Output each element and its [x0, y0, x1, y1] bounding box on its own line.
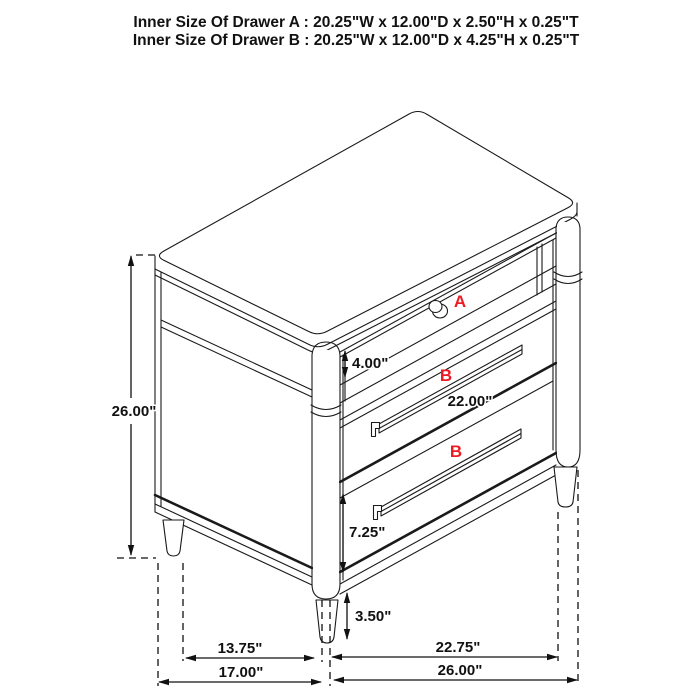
width-inner-label: 22.75" — [435, 639, 481, 656]
nightstand-drawing — [155, 111, 582, 643]
drawer-b-height-label: 7.25" — [349, 524, 386, 541]
drawer-a-knob-icon — [429, 301, 448, 319]
front-right-leg — [554, 467, 577, 507]
drawer-b2-letter: B — [449, 442, 463, 461]
title-line-drawer-a: Inner Size Of Drawer A : 20.25"W x 12.00"D x 2.50"H x 0.25"T — [133, 14, 579, 31]
dim-drawer-a-height — [342, 350, 389, 378]
back-left-leg — [163, 520, 184, 556]
dim-depth-inner — [185, 640, 315, 661]
top-surface — [155, 111, 577, 352]
handle-length-label: 22.00" — [447, 393, 493, 410]
dim-width-inner — [331, 639, 558, 660]
front-right-post — [554, 217, 582, 467]
dim-overall-height — [112, 255, 157, 556]
front-left-post — [311, 342, 341, 599]
depth-inner-label: 13.75" — [217, 640, 263, 657]
title-line-drawer-b: Inner Size Of Drawer B : 20.25"W x 12.00"D x 4.25"H x 0.25"T — [132, 32, 580, 49]
depth-overall-label: 17.00" — [218, 664, 264, 681]
width-overall-label: 26.00" — [437, 662, 483, 679]
dim-width-overall — [333, 662, 578, 683]
front-left-leg — [316, 600, 338, 643]
leg-height-label: 3.50" — [355, 608, 392, 625]
overall-height-label: 26.00" — [111, 403, 157, 420]
drawer-a-height-label: 4.00" — [352, 355, 389, 372]
drawer-b1-letter: B — [439, 366, 453, 385]
dim-leg-height — [344, 592, 392, 640]
drawer-a-letter: A — [453, 292, 467, 311]
dim-depth-overall — [158, 664, 322, 685]
